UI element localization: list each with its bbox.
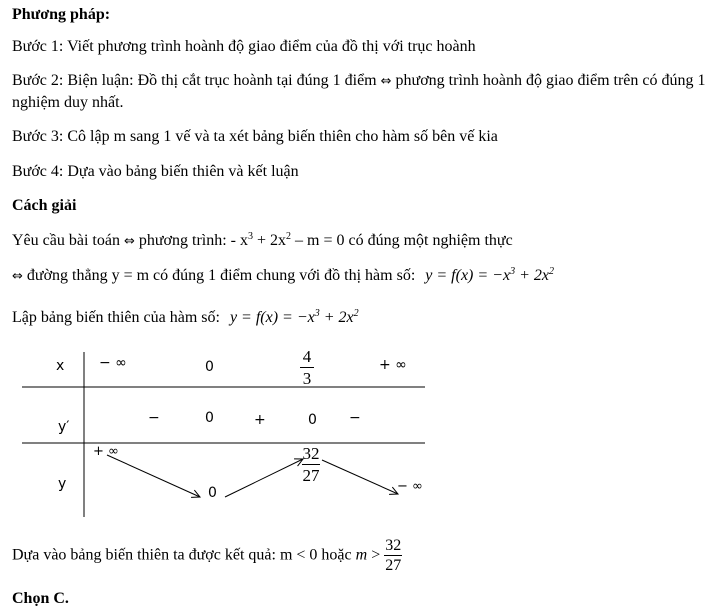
function-formula: $y = f(x) = -x^3 + 2x^2$ [229,308,359,326]
conclusion [12,538,402,574]
row-label-y: y [58,476,67,492]
solution-line-3-text: Lập bảng biến thiên của hàm số: [12,309,220,326]
solution-heading: Cách giải [12,197,77,214]
yprime-sign-1: − [148,410,160,426]
method-heading: Phương pháp: [12,6,111,23]
conclusion-var: m [355,546,368,564]
step-4: Bước 4: Dựa vào bảng biến thiên và kết luận [12,163,299,180]
solution-line-1-prefix: Yêu cầu bài toán [12,232,120,249]
equation-part: – m = 0 có đúng một nghiệm thực [291,232,513,249]
iff-icon: ⇔ [12,269,23,284]
exponent: 3 [247,231,253,242]
yprime-sign-3: − [349,410,361,426]
y-end-neg-inf: − ∞ [397,479,423,494]
step-1: Bước 1: Viết phương trình hoành độ giao điểm của đồ thị với trục hoành [12,38,476,55]
arrow-increasing [225,459,303,497]
yprime-sign-2: + [254,412,266,428]
exponent: 2 [286,231,292,242]
arrow-decreasing-1 [107,455,200,497]
equation-part: + 2x [252,232,287,249]
arrow-decreasing-2 [322,460,398,494]
row-label-x: x [56,358,65,374]
x-four-thirds: $\frac{4}{3}$ [300,348,314,387]
equation-part: phương trình: - x [138,232,248,249]
conclusion-op: > [367,546,385,564]
x-neg-inf: − ∞ [99,355,127,371]
iff-icon: ⇔ [123,234,135,249]
y-min-zero: 0 [208,485,217,501]
solution-line-2-text: đường thẳng y = m có đúng 1 điểm chung với đồ thị hàm số: [26,267,416,284]
y-max-32-27: $\frac{32}{27}$ [302,444,320,485]
x-pos-inf: + ∞ [379,357,407,373]
step-2-cont: phương trình hoành độ giao điểm trên có đúng 1 [395,72,706,89]
yprime-zero-1: 0 [205,410,214,426]
function-formula: $y = f(x) = -x^3 + 2x^2$ [425,266,554,284]
step-2-text: Bước 2: Biện luận: Đồ thị cắt trục hoành tại đúng 1 điểm [12,72,377,89]
step-2-end: nghiệm duy nhất. [12,94,124,111]
iff-icon: ⇔ [380,74,392,89]
conclusion-fraction: $\frac{32}{27}$ [385,537,402,574]
conclusion-text: Dựa vào bảng biến thiên ta được kết quả: m < 0 hoặc [12,546,352,564]
step-3: Bước 3: Cô lập m sang 1 vế và ta xét bảng biến thiên cho hàm số bên vế kia [12,128,498,145]
answer: Chọn C. [12,590,69,607]
x-zero: 0 [205,359,214,375]
yprime-zero-2: 0 [308,412,317,428]
row-label-yprime: y′ [58,419,70,435]
y-start-pos-inf: + ∞ [93,444,119,459]
